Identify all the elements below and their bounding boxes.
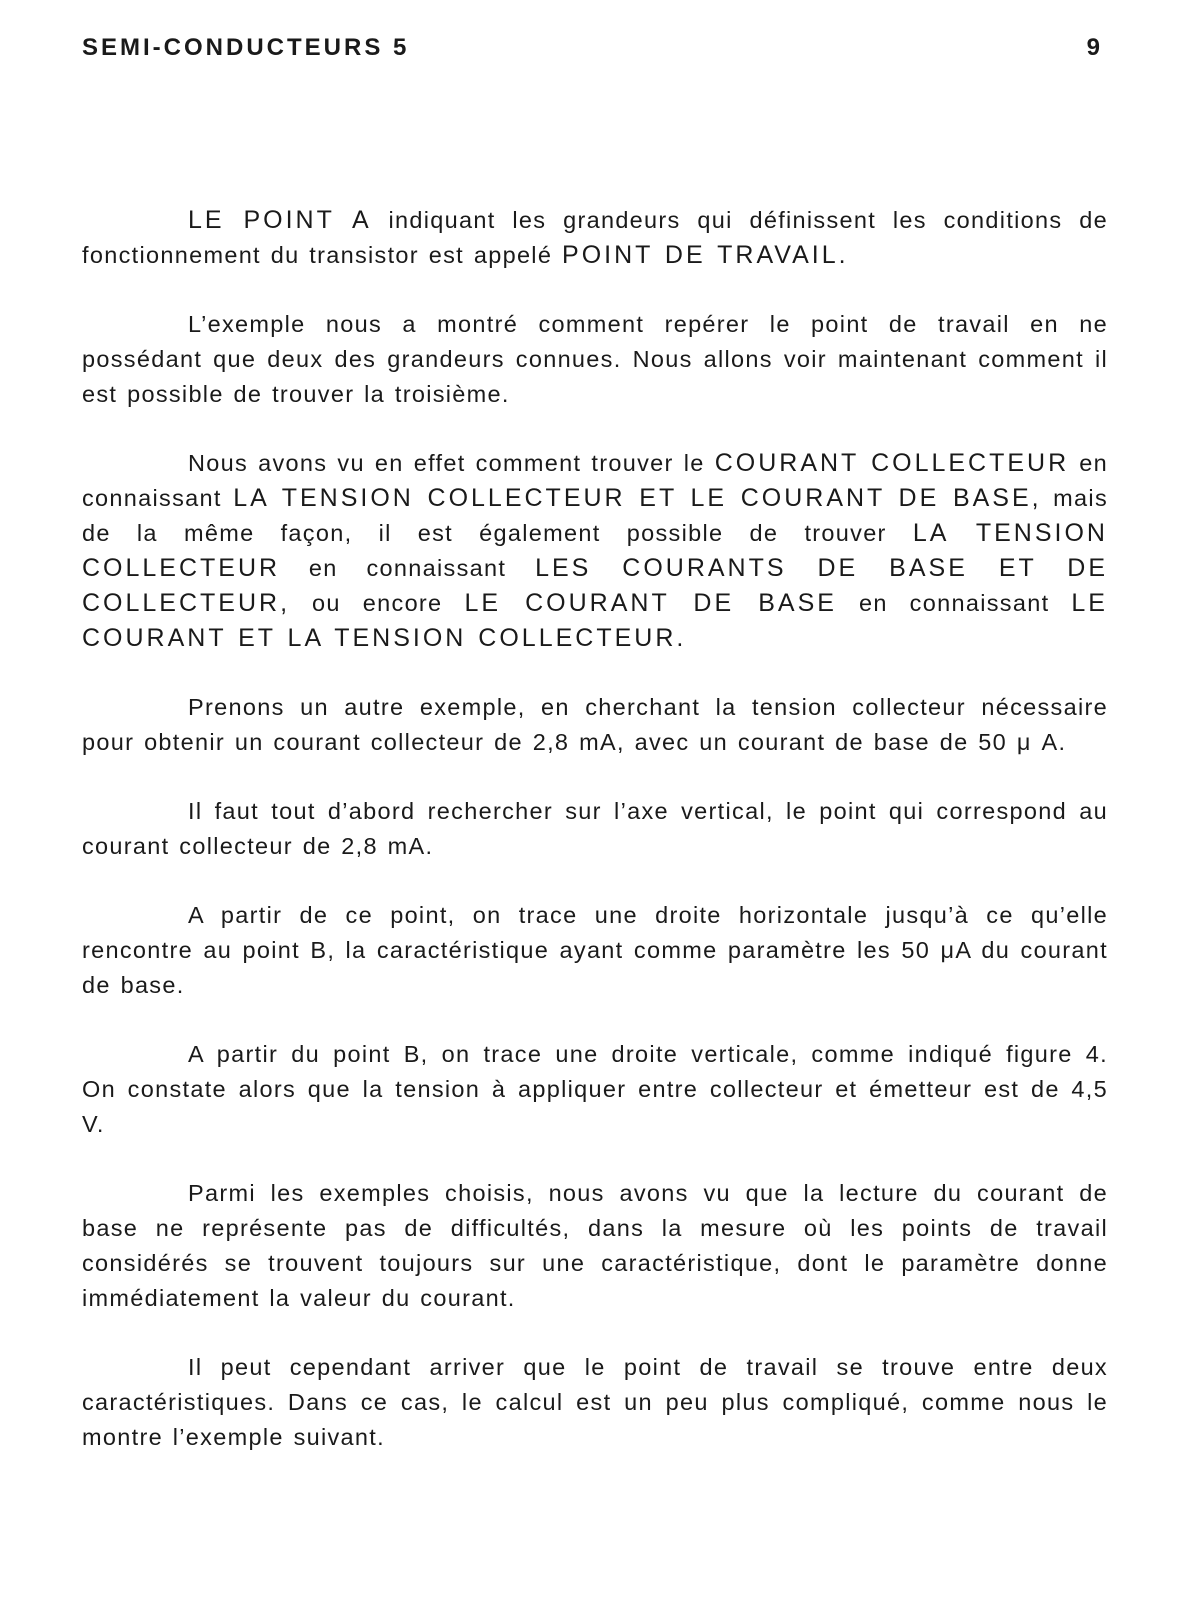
paragraph-text: mais de la même façon, il est également possible de trouver (82, 485, 1108, 546)
emphasized-text: LA TENSION COLLECTEUR ET LE COURANT DE BASE, (233, 484, 1042, 512)
emphasized-text: LE POINT A (188, 206, 372, 234)
paragraph (82, 690, 1108, 760)
header-title: SEMI-CONDUCTEURS 5 (82, 34, 410, 61)
paragraph-text: en connaissant (836, 590, 1072, 616)
paragraph-text: Parmi les exemples choisis, nous avons vu que la lecture du courant de base ne représente pas de difficultés, dans la mesure où les points de travail considérés se trouvent toujours sur une caractéristique, dont le paramètre donne immédiatement la valeur du courant. (82, 1180, 1108, 1311)
body-text (82, 203, 1108, 1489)
emphasized-text: COURANT COLLECTEUR (714, 449, 1070, 477)
paragraph (82, 1037, 1108, 1142)
emphasized-text: POINT DE TRAVAIL. (562, 241, 849, 269)
paragraph (82, 898, 1108, 1003)
paragraph (82, 307, 1108, 412)
running-header (82, 28, 1100, 68)
paragraph-text: ou encore (290, 590, 465, 616)
emphasized-text: LE COURANT DE BASE (464, 589, 837, 617)
paragraph (82, 203, 1108, 273)
emphasized-text: LE COURANT ET LA TENSION COLLECTEUR. (82, 589, 1108, 652)
paragraph-text: en connaissant (280, 555, 536, 581)
paragraph-text: Prenons un autre exemple, en cherchant la tension collecteur nécessaire pour obtenir un courant collecteur de 2,8 mA, avec un courant de base de 50 μ A. (82, 694, 1108, 755)
paragraph (82, 1176, 1108, 1316)
paragraph (82, 794, 1108, 864)
paragraph-text: indiquant les grandeurs qui définissent les conditions de fonctionnement du transistor est appelé (82, 207, 1108, 268)
paragraph-text: Il peut cependant arriver que le point de travail se trouve entre deux caractéristiques. Dans ce cas, le calcul est un peu plus compliqué, comme nous le montre l’exemple suivant. (82, 1354, 1108, 1450)
paragraph-text: Il faut tout d’abord rechercher sur l’axe vertical, le point qui correspond au courant collecteur de 2,8 mA. (82, 798, 1108, 859)
paragraph (82, 1350, 1108, 1455)
paragraph-text: A partir de ce point, on trace une droite horizontale jusqu’à ce qu’elle rencontre au point B, la caractéristique ayant comme paramètre les 50 μA du courant de base. (82, 902, 1108, 998)
paragraph-text: L’exemple nous a montré comment repérer le point de travail en ne possédant que deux des grandeurs connues. Nous allons voir maintenant comment il est possible de trouver la troisième. (82, 311, 1108, 407)
paragraph-text: Nous avons vu en effet comment trouver le (188, 450, 715, 476)
emphasized-text: LES COURANTS DE BASE ET DE COLLECTEUR, (82, 554, 1108, 617)
page-number: 9 (1086, 34, 1100, 61)
paragraph-text: en connaissant (82, 450, 1108, 511)
paragraph-text: A partir du point B, on trace une droite verticale, comme indiqué figure 4. On constate alors que la tension à appliquer entre collecteur et émetteur est de 4,5 V. (82, 1041, 1108, 1137)
emphasized-text: LA TENSION COLLECTEUR (82, 519, 1108, 582)
paragraph (82, 446, 1108, 656)
